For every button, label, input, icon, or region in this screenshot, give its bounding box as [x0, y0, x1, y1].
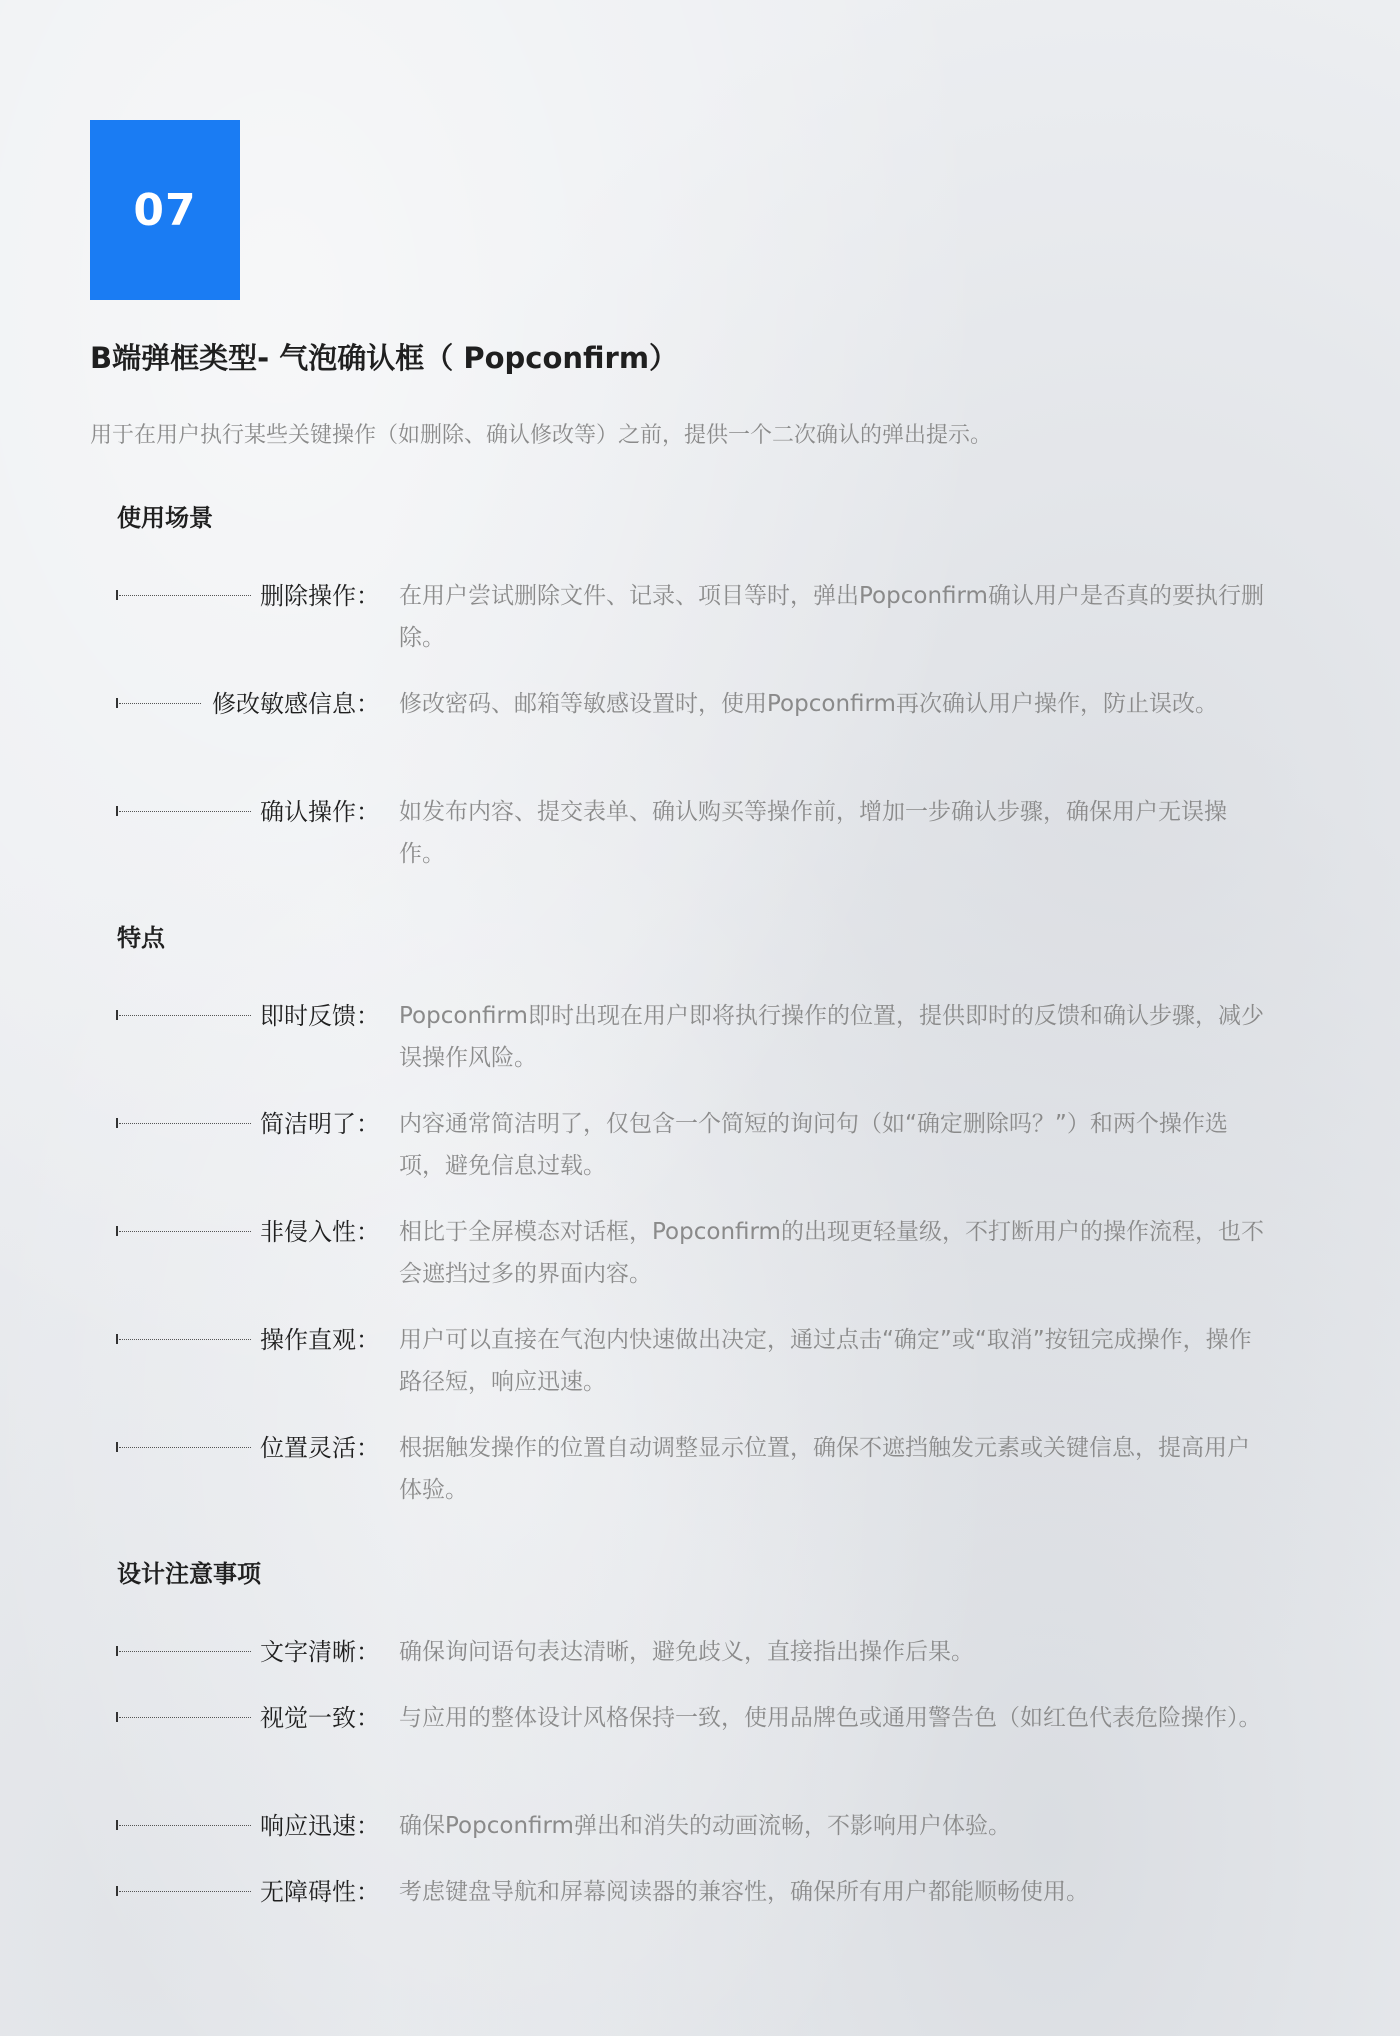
page-title: B端弹框类型- 气泡确认框（ Popconfirm）: [90, 341, 679, 375]
item-text: 内容通常简洁明了，仅包含一个简短的询问句（如“确定删除吗？”）和两个操作选项，避免信息过载。: [399, 1111, 1228, 1179]
item-label: 简洁明了：: [260, 1110, 380, 1138]
dotted-connector: [116, 1118, 251, 1128]
item-text: 考虑键盘导航和屏幕阅读器的兼容性，确保所有用户都能顺畅使用。: [399, 1879, 1089, 1905]
dotted-connector: [116, 1442, 251, 1452]
item-text: 在用户尝试删除文件、记录、项目等时，弹出Popconfirm确认用户是否真的要执行删除。: [399, 583, 1264, 651]
item-label: 响应迅速：: [260, 1812, 380, 1840]
item-text: 修改密码、邮箱等敏感设置时，使用Popconfirm再次确认用户操作，防止误改。: [399, 691, 1218, 717]
item-text: 与应用的整体设计风格保持一致，使用品牌色或通用警告色（如红色代表危险操作）。: [399, 1705, 1262, 1731]
item-label: 文字清晰：: [260, 1638, 380, 1666]
dotted-connector: [116, 698, 201, 708]
item-label: 即时反馈：: [260, 1002, 380, 1030]
item-text: Popconfirm即时出现在用户即将执行操作的位置，提供即时的反馈和确认步骤，减少误操作风险。: [399, 1003, 1264, 1071]
section-number: 07: [133, 184, 197, 236]
item-text: 确保Popconfirm弹出和消失的动画流畅，不影响用户体验。: [399, 1813, 1011, 1839]
item-label: 位置灵活：: [260, 1434, 380, 1462]
item-label: 删除操作：: [260, 582, 380, 610]
dotted-connector: [116, 806, 251, 816]
item-label: 操作直观：: [260, 1326, 380, 1354]
dotted-connector: [116, 1226, 251, 1236]
item-label: 确认操作：: [260, 798, 380, 826]
item-text: 根据触发操作的位置自动调整显示位置，确保不遮挡触发元素或关键信息，提高用户体验。: [399, 1435, 1250, 1503]
section-heading: 特点: [117, 924, 165, 952]
dotted-connector: [116, 590, 251, 600]
item-text: 确保询问语句表达清晰，避免歧义，直接指出操作后果。: [399, 1639, 974, 1665]
item-label: 无障碍性：: [260, 1878, 380, 1906]
dotted-connector: [116, 1820, 251, 1830]
item-label: 视觉一致：: [260, 1704, 380, 1732]
dotted-connector: [116, 1010, 251, 1020]
dotted-connector: [116, 1334, 251, 1344]
item-label: 非侵入性：: [260, 1218, 380, 1246]
section-heading: 使用场景: [117, 504, 213, 532]
dotted-connector: [116, 1886, 251, 1896]
item-text: 用户可以直接在气泡内快速做出决定，通过点击“确定”或“取消”按钮完成操作，操作路径短，响应迅速。: [399, 1327, 1252, 1395]
dotted-connector: [116, 1712, 251, 1722]
section-heading: 设计注意事项: [117, 1560, 261, 1588]
section-number-badge: [90, 120, 240, 300]
item-label: 修改敏感信息：: [212, 690, 380, 718]
item-text: 如发布内容、提交表单、确认购买等操作前，增加一步确认步骤，确保用户无误操作。: [399, 799, 1227, 867]
item-text: 相比于全屏模态对话框，Popconfirm的出现更轻量级，不打断用户的操作流程，也不会遮挡过多的界面内容。: [399, 1219, 1264, 1287]
page-intro: 用于在用户执行某些关键操作（如删除、确认修改等）之前，提供一个二次确认的弹出提示。: [90, 423, 993, 448]
dotted-connector: [116, 1646, 251, 1656]
